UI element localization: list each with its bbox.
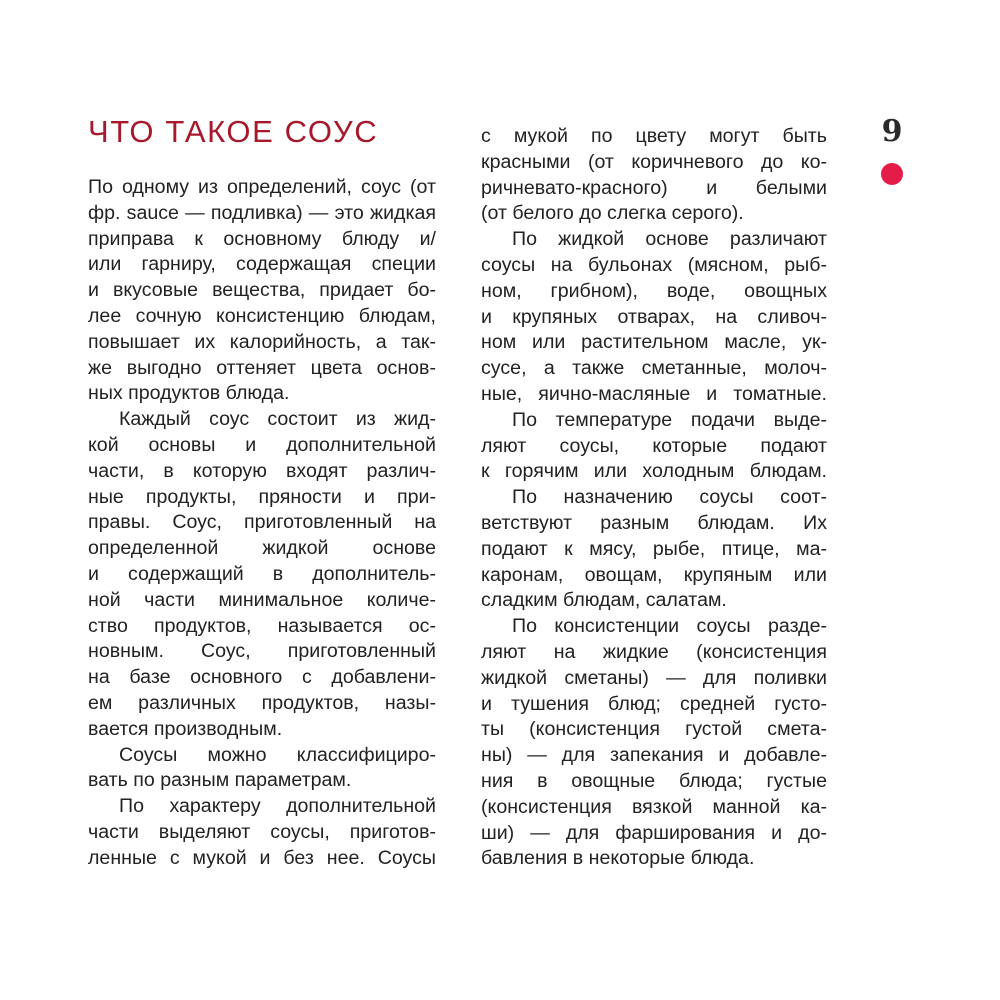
text-column-right: [481, 124, 827, 872]
text-line: лее сочную консистенцию блюдам,: [88, 304, 436, 327]
text-line: По характеру дополнительной: [119, 795, 436, 818]
text-line: ляют на жидкие (консистенция: [481, 640, 827, 663]
text-line: части, в которую входят различ-: [88, 459, 436, 482]
text-line: ных продуктов блюда.: [88, 382, 290, 405]
text-line: фр. sauce — подливка) — это жидкая: [88, 201, 436, 224]
text-line: ния в овощные блюда; густые: [481, 769, 827, 792]
text-line: вается производным.: [88, 717, 283, 740]
text-line: и тушения блюд; средней густо-: [481, 692, 827, 715]
text-line: По назначению соусы соот-: [512, 486, 827, 509]
text-line: приправа к основному блюду и/: [88, 227, 436, 250]
text-line: правы. Соус, приготовленный на: [88, 511, 436, 534]
text-line: ные, яично-масляные и томатные.: [481, 382, 827, 405]
text-line: ленные с мукой и без нее. Соусы: [88, 846, 436, 869]
text-line: и крупяных отварах, на сливоч-: [481, 305, 827, 328]
text-line: жидкой сметаны) — для поливки: [481, 666, 827, 689]
text-line: красными (от коричневого до ко-: [481, 150, 827, 173]
text-line: (от белого до слегка серого).: [481, 202, 744, 225]
text-line: сусе, а также сметанные, молоч-: [481, 357, 827, 380]
text-line: на базе основного с добавлени-: [88, 666, 436, 689]
text-line: По температуре подачи выде-: [512, 408, 827, 431]
text-line: По жидкой основе различают: [512, 228, 827, 251]
text-line: ветствуют разным блюдам. Их: [481, 511, 827, 534]
text-line: кой основы и дополнительной: [88, 433, 436, 456]
page-title: ЧТО ТАКОЕ СОУС: [88, 114, 379, 149]
text-line: повышает их калорийность, а так-: [88, 330, 436, 353]
text-line: же выгодно оттеняет цвета основ-: [88, 356, 436, 379]
text-line: ной части минимальное количе-: [88, 588, 436, 611]
text-line: сладким блюдам, салатам.: [481, 589, 727, 612]
text-line: определенной жидкой основе: [88, 537, 436, 560]
text-line: По консистенции соусы разде-: [512, 615, 827, 638]
text-line: новным. Соус, приготовленный: [88, 640, 436, 663]
text-line: ричневато-красного) и белыми: [481, 176, 827, 199]
text-line: части выделяют соусы, приготов-: [88, 820, 436, 843]
text-line: вать по разным параметрам.: [88, 769, 352, 792]
text-line: и вкусовые вещества, придает бо-: [88, 279, 436, 302]
text-line: соусы на бульонах (мясном, рыб-: [481, 253, 827, 276]
text-line: или гарниру, содержащая специи: [88, 253, 436, 276]
text-line: ляют соусы, которые подают: [481, 434, 827, 457]
text-line: ство продуктов, называется ос-: [88, 614, 436, 637]
text-line: каронам, овощам, крупяным или: [481, 563, 827, 586]
text-line: подают к мясу, рыбе, птице, ма-: [481, 537, 827, 560]
text-line: По одному из определений, соус (от: [88, 176, 436, 198]
text-line: ном, грибном), воде, овощных: [481, 279, 827, 302]
text-line: ном или растительном масле, ук-: [481, 331, 827, 354]
text-column-left: [88, 175, 436, 872]
text-line: ши) — для фарширования и до-: [481, 821, 827, 844]
text-line: ты (консистенция густой смета-: [481, 718, 827, 741]
text-line: бавления в некоторые блюда.: [481, 847, 755, 870]
text-line: Соусы можно классифициро-: [119, 743, 436, 766]
decorative-dot: [881, 163, 903, 185]
text-line: к горячим или холодным блюдам.: [481, 460, 827, 483]
text-line: Каждый соус состоит из жид-: [119, 408, 436, 431]
text-line: (консистенция вязкой манной ка-: [481, 795, 827, 818]
page-number: 9: [881, 114, 903, 149]
text-line: ны) — для запекания и добавле-: [481, 744, 827, 767]
text-line: и содержащий в дополнитель-: [88, 562, 436, 585]
text-line: ные продукты, пряности и при-: [88, 485, 436, 508]
text-line: с мукой по цвету могут быть: [481, 125, 827, 147]
text-line: ем различных продуктов, назы-: [88, 691, 436, 714]
